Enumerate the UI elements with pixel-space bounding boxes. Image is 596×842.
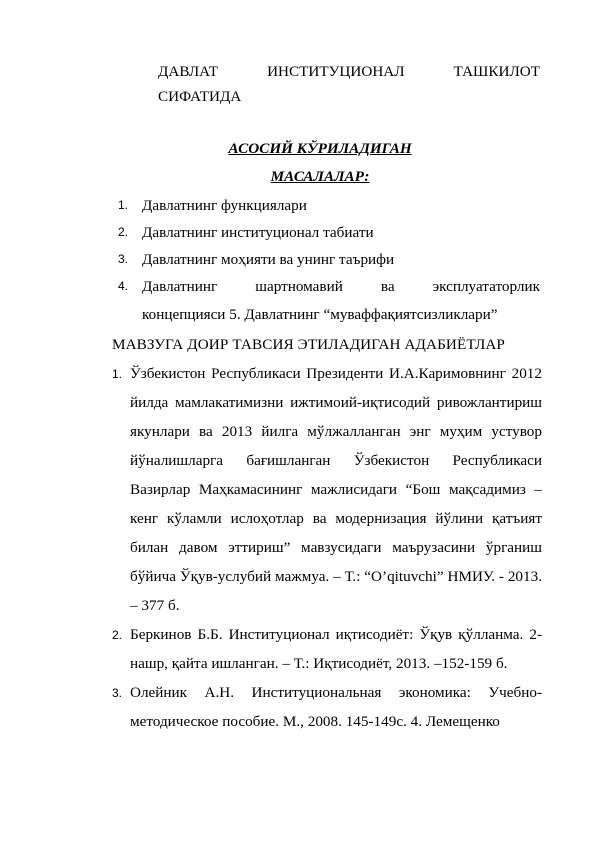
list-item-word: ва (380, 278, 395, 295)
list-item-text: Давлатнинг институционал табиати (142, 224, 374, 241)
reference-item (112, 359, 542, 620)
main-issues-heading: АСОСИЙ КЎРИЛАДИГАН (228, 140, 412, 157)
main-issues-heading-line2: МАСАЛАЛАР: (270, 168, 370, 185)
reference-item (112, 620, 542, 678)
topic-title-word: ИНСТИТУЦИОНАЛ (267, 63, 405, 80)
list-item-word: шартномавий (255, 278, 343, 295)
list-number: 1. (118, 198, 129, 212)
list-item (118, 273, 540, 300)
topic-title-word: ДАВЛАТ (158, 63, 219, 80)
list-number: 2. (118, 225, 129, 239)
list-item-text: Давлатнинг функциялари (142, 197, 307, 214)
reference-text: Ўзбекистон Республикаси Президенти И.А.Каримовнинг 2012 йилда мамлакатимизни ижтимоий-иқтисодий ривожлантириш якунлари ва 2013 йилга мўлжалланган энг муҳим устувор йўналишларга бағишланган Ўзбекистон Республикаси Вазирлар Маҳкамасининг мажлисидаги “Бош мақсадимиз – кенг кўламли ислоҳотлар ва модернизация йўлини қатъият билан давом эттириш” мавзусидаги маърузасини ўрганиш бўйича Ўқув-услубий мажмуа. – Т.: “O’qituvchi” НМИУ. - 2013. – 377 б. (130, 365, 542, 614)
topic-title-line2: СИФАТИДА (158, 88, 242, 105)
reference-text: Олейник А.Н. Институциональная экономика: Учебно-методическое пособие. М., 2008. 145-149с. 4. Лемещенко (130, 684, 542, 730)
reference-item (112, 678, 542, 736)
reference-number: 2. (112, 628, 123, 642)
issues-list (118, 192, 540, 300)
topic-title-word: ТАШКИЛОТ (453, 63, 540, 80)
topic-title-line1 (158, 59, 540, 84)
reference-number: 1. (112, 367, 123, 381)
list-item-word: эксплуататорлик (432, 278, 540, 295)
section-title: МАВЗУГА ДОИР ТАВСИЯ ЭТИЛАДИГАН АДАБИЁТЛАР (112, 336, 505, 353)
list-item-text (142, 274, 540, 299)
list-number: 4. (118, 279, 129, 293)
list-item (118, 219, 540, 246)
reference-number: 3. (112, 686, 123, 700)
reference-text: Беркинов Б.Б. Институционал иқтисодиёт: Ўқув қўлланма. 2-нашр, қайта ишланган. – Т.: Иқтисодиёт, 2013. –152-159 б. (130, 626, 542, 672)
topic-title (158, 59, 540, 109)
list-item (118, 246, 540, 273)
list-item-word: Давлатнинг (142, 278, 218, 295)
list-number: 3. (118, 252, 129, 266)
list-item-continuation: концепцияси 5. Давлатнинг “муваффақиятсизликлари” (142, 306, 498, 323)
list-item (118, 192, 540, 219)
list-item-text: Давлатнинг моҳияти ва унинг таърифи (142, 251, 395, 268)
references-list (112, 359, 542, 736)
